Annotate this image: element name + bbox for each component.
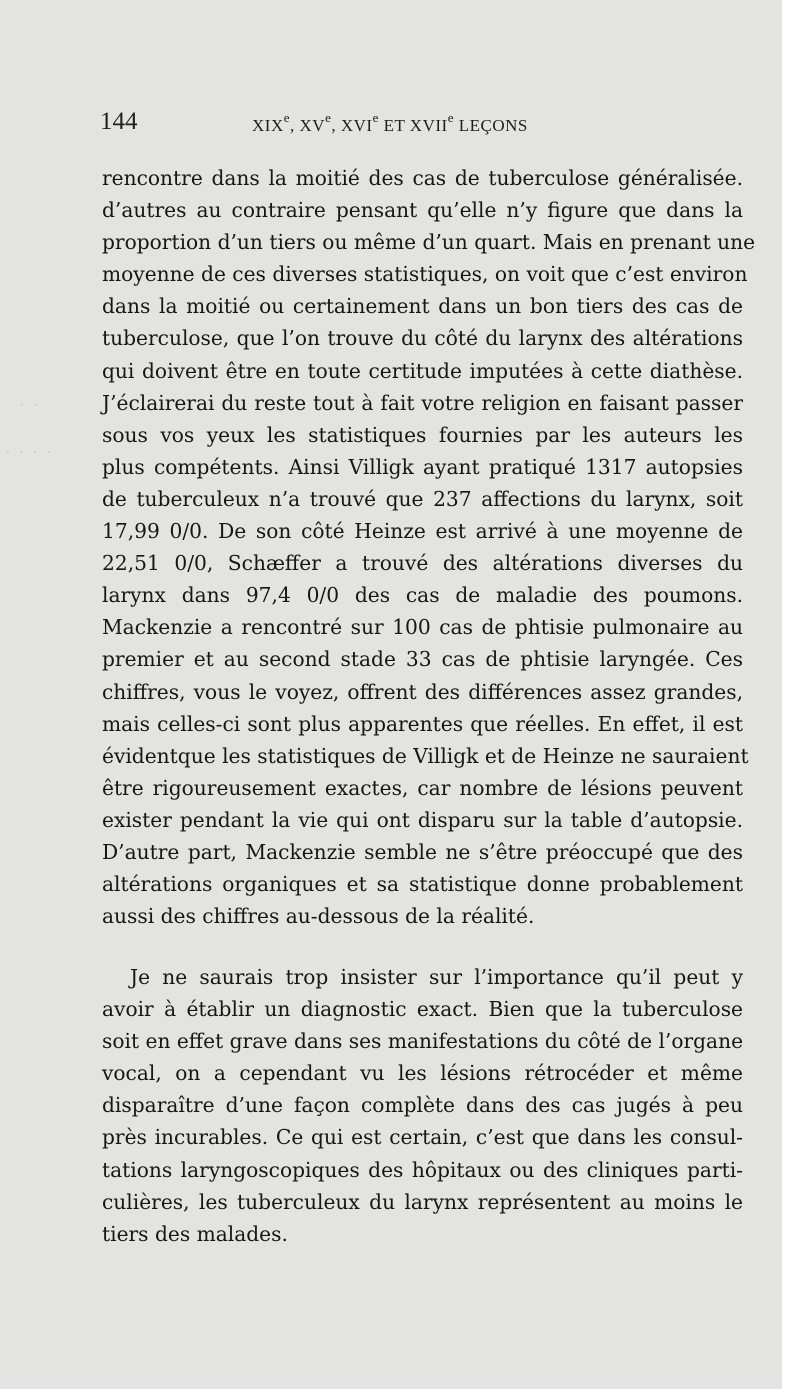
margin-smudge: · · [20,398,41,412]
text-line: Je ne saurais trop insister sur l’importance qu’il peut y [130,965,743,989]
text-line: près incurables. Ce qui est certain, c’est que dans les consul- [102,1125,743,1150]
running-head-superscript: e [283,110,290,125]
text-line: Mackenzie a rencontré sur 100 cas de phtisie pulmonaire au [102,615,743,640]
text-line: 17,99 0/0. De son côté Heinze est arrivé à une moyenne de [102,519,743,544]
page-number: 144 [100,108,138,135]
text-line: qui doivent être en toute certitude imputées à cette diathèse. [102,358,743,383]
text-line: culières, les tuberculeux du larynx représentent au moins le [102,1189,743,1214]
running-head-superscript: e [372,110,379,125]
margin-smudge: · · · · [6,445,54,459]
text-line: 22,51 0/0, Schæffer a trouvé des altérations diverses du [102,551,743,576]
text-line: aussi des chiffres au-dessous de la réalité. [102,904,535,929]
text-line: avoir à établir un diagnostic exact. Bien que la tuberculose [102,997,743,1022]
text-line: rencontre dans la moitié des cas de tuberculose généralisée. [102,166,743,190]
text-line: D’autre part, Mackenzie semble ne s’être préoccupé que des [102,839,743,864]
text-line: chiffres, vous le voyez, offrent des différences assez grandes, [102,679,743,704]
text-line: évidentque les statistiques de Villigk et de Heinze ne sauraient [102,743,749,768]
running-head-part: LEÇONS [453,116,528,135]
text-line: disparaître d’une façon complète dans des cas jugés à peu [102,1093,743,1118]
running-head-part: XIX [252,116,284,135]
text-line: mais celles-ci sont plus apparentes que réelles. En effet, il est [102,711,743,736]
text-line: tuberculose, que l’on trouve du côté du larynx des altérations [102,326,743,351]
text-line: plus compétents. Ainsi Villigk ayant pratiqué 1317 autopsies [102,454,743,479]
text-line: être rigoureusement exactes, car nombre de lésions peuvent [102,775,743,800]
text-line: tations laryngoscopiques des hôpitaux ou des cliniques parti- [102,1157,743,1182]
text-line: J’éclairerai du reste tout à fait votre religion en faisant passer [102,390,743,415]
text-line: de tuberculeux n’a trouvé que 237 affections du larynx, soit [102,486,743,511]
text-line: d’autres au contraire pensant qu’elle n’y figure que dans la [102,198,743,223]
paragraph-1 [102,162,756,932]
text-line: sous vos yeux les statistiques fournies par les auteurs les [102,422,743,447]
text-line: soit en effet grave dans ses manifestations du côté de l’organe [102,1029,744,1054]
text-line: tiers des malades. [102,1221,288,1246]
running-head-part: , XV [290,116,326,135]
running-head-superscript: e [325,110,332,125]
running-head [252,110,612,137]
running-head-part: , XVI [331,116,373,135]
text-line: exister pendant la vie qui ont disparu sur la table d’autopsie. [102,807,743,832]
scan-border [782,0,800,1389]
text-line: dans la moitié ou certainement dans un bon tiers des cas de [102,294,743,319]
running-head-superscript: e [447,110,454,125]
running-head-part: ET XVII [378,116,448,135]
text-line: proportion d’un tiers ou même d’un quart. Mais en prenant une [102,230,756,255]
text-line: vocal, on a cependant vu les lésions rétrocéder et même [102,1061,743,1086]
text-line: altérations organiques et sa statistique donne probablement [102,872,743,897]
text-line: moyenne de ces diverses statistiques, on voit que c’est environ [102,262,748,287]
text-line: premier et au second stade 33 cas de phtisie laryngée. Ces [102,647,743,672]
paragraph-2 [102,961,743,1250]
text-line: larynx dans 97,4 0/0 des cas de maladie des poumons. [102,583,743,608]
